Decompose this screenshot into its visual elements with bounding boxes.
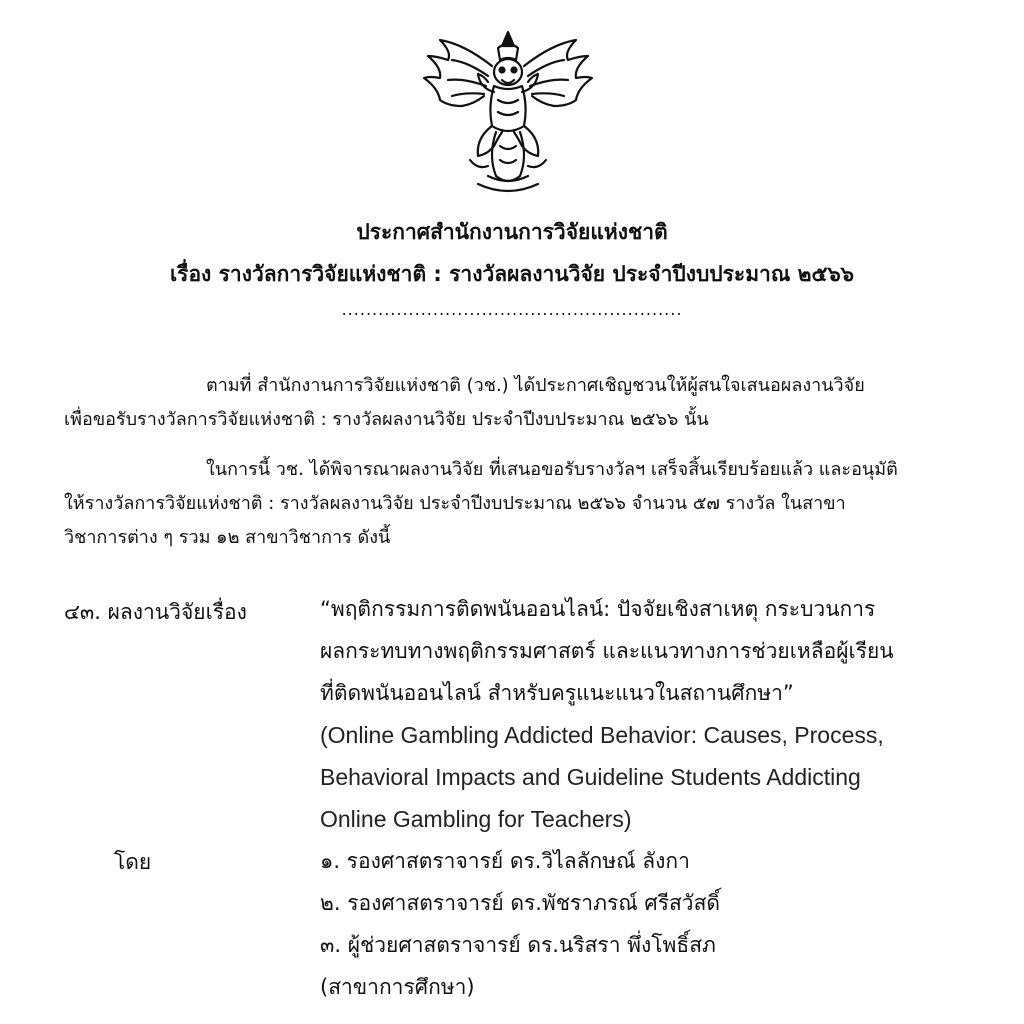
thai-title-line: ผลกระทบทางพฤติกรรมศาสตร์ และแนวทางการช่วยเหลือผู้เรียน	[320, 639, 894, 663]
english-title-line: (Online Gambling Addicted Behavior: Causes, Process,	[320, 722, 884, 748]
garuda-emblem-icon	[418, 26, 598, 206]
thai-title-line: ที่ติดพนันออนไลน์ สำหรับครูแนะแนวในสถานศึกษา”	[320, 681, 794, 705]
intro-para2-line2: ให้รางวัลการวิจัยแห่งชาติ : รางวัลผลงานวิจัย ประจำปีงบประมาณ ๒๕๖๖ จำนวน ๕๗ รางวัล ในสาขา	[64, 493, 846, 514]
title-separator: ........................................................	[341, 300, 683, 319]
announcement-title: ประกาศสำนักงานการวิจัยแห่งชาติ	[356, 220, 668, 244]
intro-para1-line2: เพื่อขอรับรางวัลการวิจัยแห่งชาติ : รางวัลผลงานวิจัย ประจำปีงบประมาณ ๒๕๖๖ นั้น	[64, 409, 709, 430]
intro-para2-line1: ในการนี้ วช. ได้พิจารณาผลงานวิจัย ที่เสนอขอรับรางวัลฯ เสร็จสิ้นเรียบร้อยแล้ว และอนุมัติ	[206, 459, 898, 480]
announcement-subject: เรื่อง รางวัลการวิจัยแห่งชาติ : รางวัลผลงานวิจัย ประจำปีงบประมาณ ๒๕๖๖	[169, 262, 855, 286]
intro-para1-line1: ตามที่ สำนักงานการวิจัยแห่งชาติ (วช.) ได้ประกาศเชิญชวนให้ผู้สนใจเสนอผลงานวิจัย	[206, 375, 865, 396]
by-label: โดย	[114, 850, 152, 874]
author-item: ๒. รองศาสตราจารย์ ดร.พัชราภรณ์ ศรีสวัสดิ์	[320, 891, 721, 915]
author-item: ๑. รองศาสตราจารย์ ดร.วิไลลักษณ์ ลังกา	[320, 849, 690, 873]
english-title-line: Behavioral Impacts and Guideline Students Addicting	[320, 764, 861, 790]
author-item: ๓. ผู้ช่วยศาสตราจารย์ ดร.นริสรา พึ่งโพธิ์สภ	[320, 933, 716, 957]
item-label: ๔๓. ผลงานวิจัยเรื่อง	[64, 600, 247, 624]
intro-para2-line3: วิชาการต่าง ๆ รวม ๑๒ สาขาวิชาการ ดังนี้	[64, 527, 391, 548]
research-field: (สาขาการศึกษา)	[320, 975, 475, 999]
english-title-line: Online Gambling for Teachers)	[320, 806, 632, 832]
thai-title-line: “พฤติกรรมการติดพนันออนไลน์: ปัจจัยเชิงสาเหตุ กระบวนการ	[320, 597, 876, 621]
